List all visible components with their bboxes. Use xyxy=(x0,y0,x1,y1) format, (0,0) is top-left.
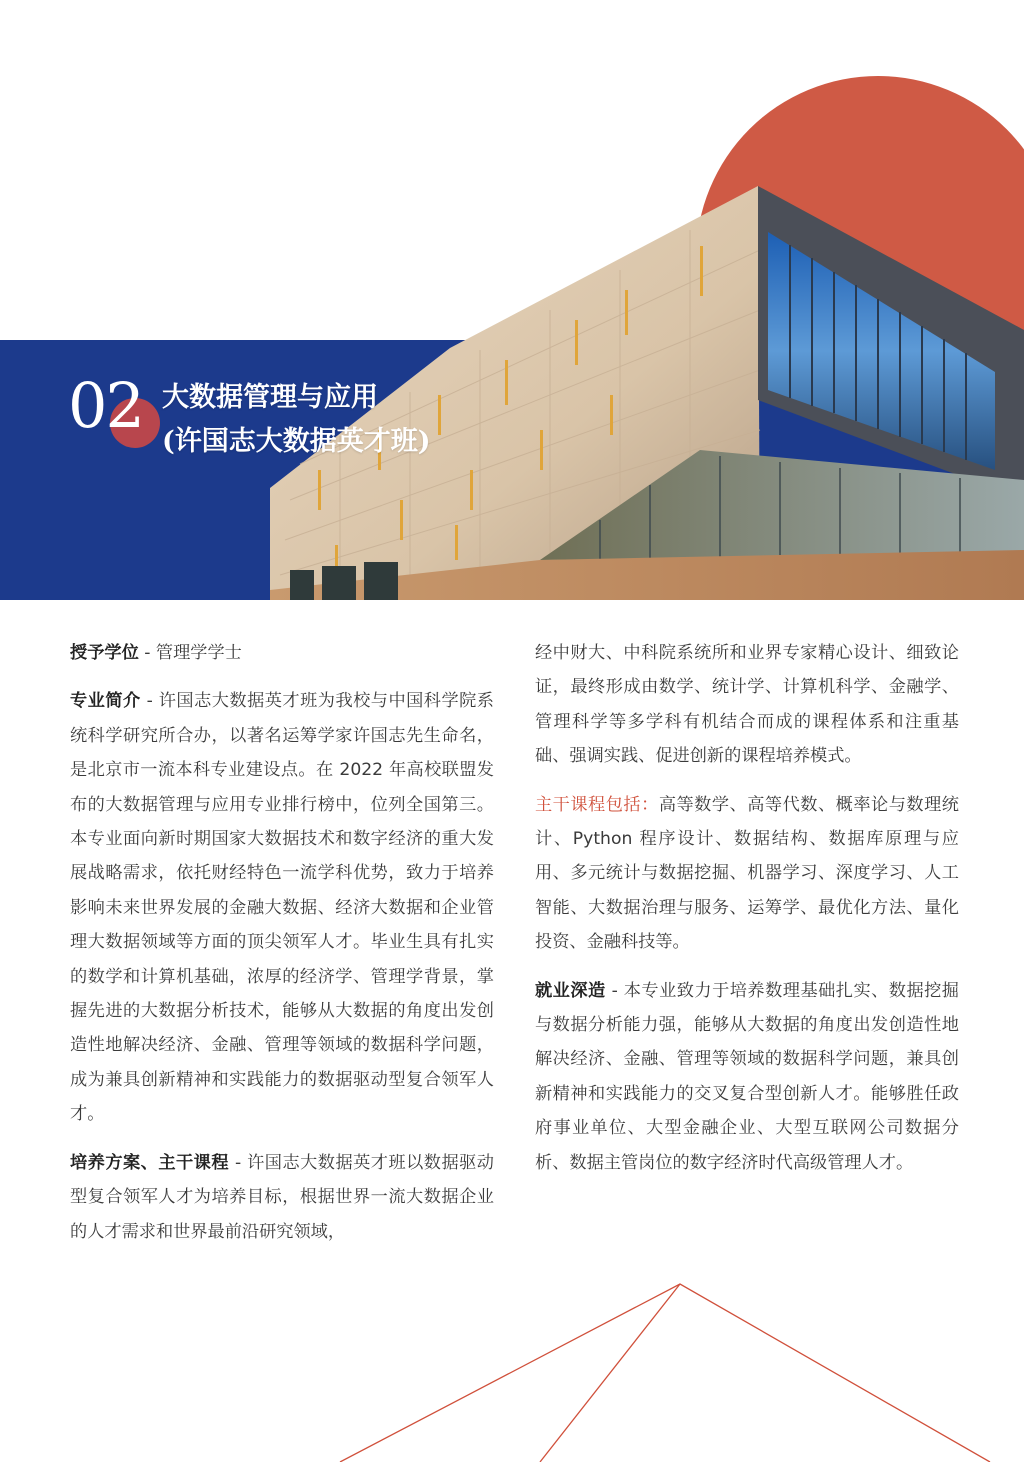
career-text: 本专业致力于培养数理基础扎实、数据挖掘与数据分析能力强，能够从大数据的角度出发创造性地解决经济、金融、管理等领域的数据科学问题，兼具创新精神和实践能力的交叉复合型创新人才。能够胜任政府事业单位、大型金融企业、大型互联网公司数据分析、数据主管岗位的数字经济时代高级管理人才。 xyxy=(535,980,959,1173)
training-paragraph xyxy=(70,1146,494,1249)
training-text-left: 许国志大数据英才班以数据驱动型复合领军人才为培养目标，根据世界一流大数据企业的人才需求和世界最前沿研究领域， xyxy=(70,1152,494,1242)
courses-paragraph xyxy=(535,788,959,960)
right-column xyxy=(535,636,959,1194)
training-sep: - xyxy=(229,1152,248,1173)
page-title xyxy=(162,376,431,464)
training-text-right: 经中财大、中科院系统所和业界专家精心设计、细致论证，最终形成由数学、统计学、计算机科学、金融学、管理科学等多学科有机结合而成的课程体系和注重基础、强调实践、促进创新的课程培养模式。 xyxy=(535,643,959,767)
building-illustration xyxy=(0,0,1024,600)
intro-text: 许国志大数据英才班为我校与中国科学院系统科学研究所合办，以著名运筹学家许国志先生命名，是北京市一流本科专业建设点。在 2022 年高校联盟发布的大数据管理与应用专业排行榜中，位列全国第三。本专业面向新时期国家大数据技术和数字经济的重大发展战略需求，依托财经特色一流学科优势，致力于培养影响未来世界发展的金融大数据、经济大数据和企业管理大数据领域等方面的顶尖领军人才。毕业生具有扎实的数学和计算机基础，浓厚的经济学、管理学背景，掌握先进的大数据分析技术，能够从大数据的角度出发创造性地解决经济、金融、管理等领域的数据科学问题，成为兼具创新精神和实践能力的数据驱动型复合领军人才。 xyxy=(70,691,494,1125)
training-paragraph-continued xyxy=(535,636,959,774)
hero-banner xyxy=(0,0,1024,600)
intro-label: 专业简介 xyxy=(70,691,141,712)
section-number: 02 xyxy=(68,369,143,442)
degree-paragraph xyxy=(70,636,494,670)
degree-label: 授予学位 xyxy=(70,643,139,663)
left-column xyxy=(70,636,494,1263)
degree-text: 管理学学士 xyxy=(155,643,242,663)
decorative-lines xyxy=(0,1270,1024,1462)
title-line-2: (许国志大数据英才班) xyxy=(162,426,431,457)
training-label: 培养方案、主干课程 xyxy=(70,1152,230,1173)
courses-label: 主干课程包括： xyxy=(535,794,659,815)
courses-text: 高等数学、高等代数、概率论与数理统计、Python 程序设计、数据结构、数据库原理与应用、多元统计与数据挖掘、机器学习、深度学习、人工智能、大数据治理与服务、运筹学、最优化方法、量化投资、金融科技等。 xyxy=(535,794,959,953)
career-paragraph xyxy=(535,974,959,1180)
career-sep: - xyxy=(605,980,624,1001)
title-line-1: 大数据管理与应用 xyxy=(162,382,378,413)
career-label: 就业深造 xyxy=(535,980,606,1001)
degree-sep: - xyxy=(138,643,156,663)
intro-sep: - xyxy=(140,691,159,712)
intro-paragraph xyxy=(70,684,494,1131)
